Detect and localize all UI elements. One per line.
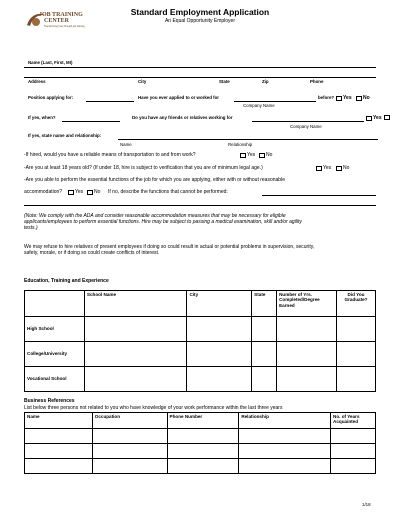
relative-name-field[interactable] xyxy=(118,139,378,140)
education-cell[interactable] xyxy=(277,367,337,392)
logo-line1: JOB TRAINING xyxy=(39,12,83,18)
education-heading: Education, Training and Experience xyxy=(24,278,109,284)
name-field[interactable] xyxy=(24,67,376,68)
checkbox-icon xyxy=(384,115,390,120)
reference-cell[interactable] xyxy=(92,444,167,459)
table-row xyxy=(25,317,376,342)
phone-label: Phone xyxy=(310,79,324,84)
transport-no-checkbox[interactable]: No xyxy=(259,152,272,158)
education-cell[interactable] xyxy=(187,342,252,367)
table-row xyxy=(25,444,376,459)
relatives-company-field[interactable] xyxy=(252,121,364,122)
age-yes-checkbox[interactable]: Yes xyxy=(316,165,331,171)
applied-yes-checkbox[interactable]: Yes xyxy=(336,95,352,101)
education-cell[interactable] xyxy=(187,367,252,392)
reference-cell[interactable] xyxy=(331,459,376,474)
page-number: 1/18 xyxy=(362,502,371,507)
reference-cell[interactable] xyxy=(239,444,331,459)
table-row xyxy=(25,459,376,474)
city-label: City xyxy=(138,79,147,84)
functions-describe-field[interactable] xyxy=(262,195,376,196)
education-cell[interactable] xyxy=(337,367,376,392)
education-row-label: High School xyxy=(25,317,85,342)
education-cell[interactable] xyxy=(252,367,277,392)
applied-before-label: Have you ever applied to or worked for xyxy=(138,95,220,100)
education-row-label: Vocational School xyxy=(25,367,85,392)
references-header-name: Name xyxy=(25,413,93,429)
references-header-years: No. of Years Acquainted xyxy=(331,413,376,429)
education-header-school: School Name xyxy=(84,291,187,317)
education-cell[interactable] xyxy=(84,317,187,342)
reference-cell[interactable] xyxy=(167,444,239,459)
references-header-relationship: Relationship xyxy=(239,413,331,429)
table-row xyxy=(25,342,376,367)
functions-describe-label: If no, describe the functions that cannot be performed: xyxy=(108,189,228,195)
checkbox-icon xyxy=(336,166,342,171)
reference-cell[interactable] xyxy=(167,429,239,444)
relatives-label: Do you have any friends or relatives working for xyxy=(132,115,233,120)
education-cell[interactable] xyxy=(84,342,187,367)
education-cell[interactable] xyxy=(252,317,277,342)
education-cell[interactable] xyxy=(337,342,376,367)
before-label: before? xyxy=(318,95,335,100)
references-table xyxy=(24,412,376,474)
education-cell[interactable] xyxy=(277,317,337,342)
checkbox-icon xyxy=(356,96,362,101)
zip-label: Zip xyxy=(262,79,269,84)
ada-note-line2: applicants/employees to perform essential functions. Hire may be subject to passing a medical examination, skill and/or agility xyxy=(24,219,302,225)
checkbox-icon xyxy=(316,166,322,171)
age-question: -Are you at least 18 years old? (If under 18, hire is subject to verification that you are of minimum legal age.) xyxy=(24,165,263,171)
education-header-city: City xyxy=(187,291,252,317)
transport-yes-checkbox[interactable]: Yes xyxy=(240,152,255,158)
functions-question-line1: -Are you able to perform the essential functions of the job for which you are applying, either with or without reasonable xyxy=(24,177,285,183)
checkbox-icon xyxy=(68,190,74,195)
position-label: Position applying for: xyxy=(28,95,74,100)
company-name-caption-1: Company Name xyxy=(243,103,275,108)
reference-cell[interactable] xyxy=(92,459,167,474)
checkbox-icon xyxy=(336,96,342,101)
reference-cell[interactable] xyxy=(25,429,93,444)
relatives-no-checkbox[interactable] xyxy=(384,115,390,120)
table-row xyxy=(25,367,376,392)
education-corner-cell xyxy=(25,291,85,317)
refuse-note-line1: We may refuse to hire relatives of present employees if doing so could result in actual or potential problems in supervision, security, xyxy=(24,244,315,250)
name-label: Name (Last, First, MI) xyxy=(28,60,73,65)
reference-cell[interactable] xyxy=(239,429,331,444)
reference-cell[interactable] xyxy=(25,444,93,459)
education-cell[interactable] xyxy=(84,367,187,392)
education-cell[interactable] xyxy=(252,342,277,367)
age-no-checkbox[interactable]: No xyxy=(336,165,349,171)
education-cell[interactable] xyxy=(277,342,337,367)
functions-no-checkbox[interactable]: No xyxy=(87,189,100,195)
applied-no-checkbox[interactable]: No xyxy=(356,95,370,101)
relationship-caption: Relationship xyxy=(228,142,253,147)
logo-tagline: Transforming lives through job training xyxy=(44,25,85,28)
functions-question-line2: accommodation? xyxy=(24,189,63,195)
applied-company-field[interactable] xyxy=(234,101,316,102)
address-field[interactable] xyxy=(24,77,376,78)
if-yes-when-field[interactable] xyxy=(62,121,120,122)
transport-question: -If hired, would you have a reliable means of transportation to and from work? xyxy=(24,152,196,158)
refuse-note-line2: safety, morale, or if doing so could create conflicts of interest. xyxy=(24,250,160,256)
address-label: Address xyxy=(28,79,46,84)
state-label: State xyxy=(219,79,230,84)
references-instruction: List below three persons not related to you who have knowledge of your work performance within the last three years xyxy=(24,405,283,411)
education-header-state: State xyxy=(252,291,277,317)
reference-cell[interactable] xyxy=(25,459,93,474)
education-cell[interactable] xyxy=(187,317,252,342)
checkbox-icon xyxy=(87,190,93,195)
company-name-caption-2: Company Name xyxy=(290,124,322,129)
ada-note-line3: tests.) xyxy=(24,225,38,231)
references-header-phone: Phone Number xyxy=(167,413,239,429)
references-header-occupation: Occupation xyxy=(92,413,167,429)
education-row-label: College/University xyxy=(25,342,85,367)
reference-cell[interactable] xyxy=(239,459,331,474)
reference-cell[interactable] xyxy=(331,444,376,459)
if-yes-when-label: If yes, when? xyxy=(28,115,56,120)
checkbox-icon xyxy=(259,153,265,158)
reference-cell[interactable] xyxy=(167,459,239,474)
position-field[interactable] xyxy=(86,101,134,102)
reference-cell[interactable] xyxy=(331,429,376,444)
education-cell[interactable] xyxy=(337,317,376,342)
functions-describe-field-2[interactable] xyxy=(24,205,376,206)
references-heading: Business References xyxy=(24,398,75,404)
page-title: Standard Employment Application xyxy=(130,7,270,17)
page-subtitle: An Equal Opportunity Employer xyxy=(164,18,236,24)
checkbox-icon xyxy=(240,153,246,158)
name-caption: Name xyxy=(120,142,132,147)
if-yes-state-label: If yes, state name and relationship: xyxy=(28,133,102,138)
checkbox-icon xyxy=(366,116,372,121)
ada-note-line1: (Note: We comply with the ADA and consider reasonable accommodation measures that may be necessary for eligible xyxy=(24,213,286,219)
functions-yes-checkbox[interactable]: Yes xyxy=(68,189,83,195)
education-header-years: Number of Yrs. Completed/Degree Earned xyxy=(277,291,337,317)
education-header-graduate: Did You Graduate? xyxy=(337,291,376,317)
education-table xyxy=(24,290,376,392)
reference-cell[interactable] xyxy=(92,429,167,444)
relatives-yes-checkbox[interactable]: Yes xyxy=(366,115,382,121)
logo-line2: CENTER xyxy=(44,18,70,24)
table-row xyxy=(25,429,376,444)
